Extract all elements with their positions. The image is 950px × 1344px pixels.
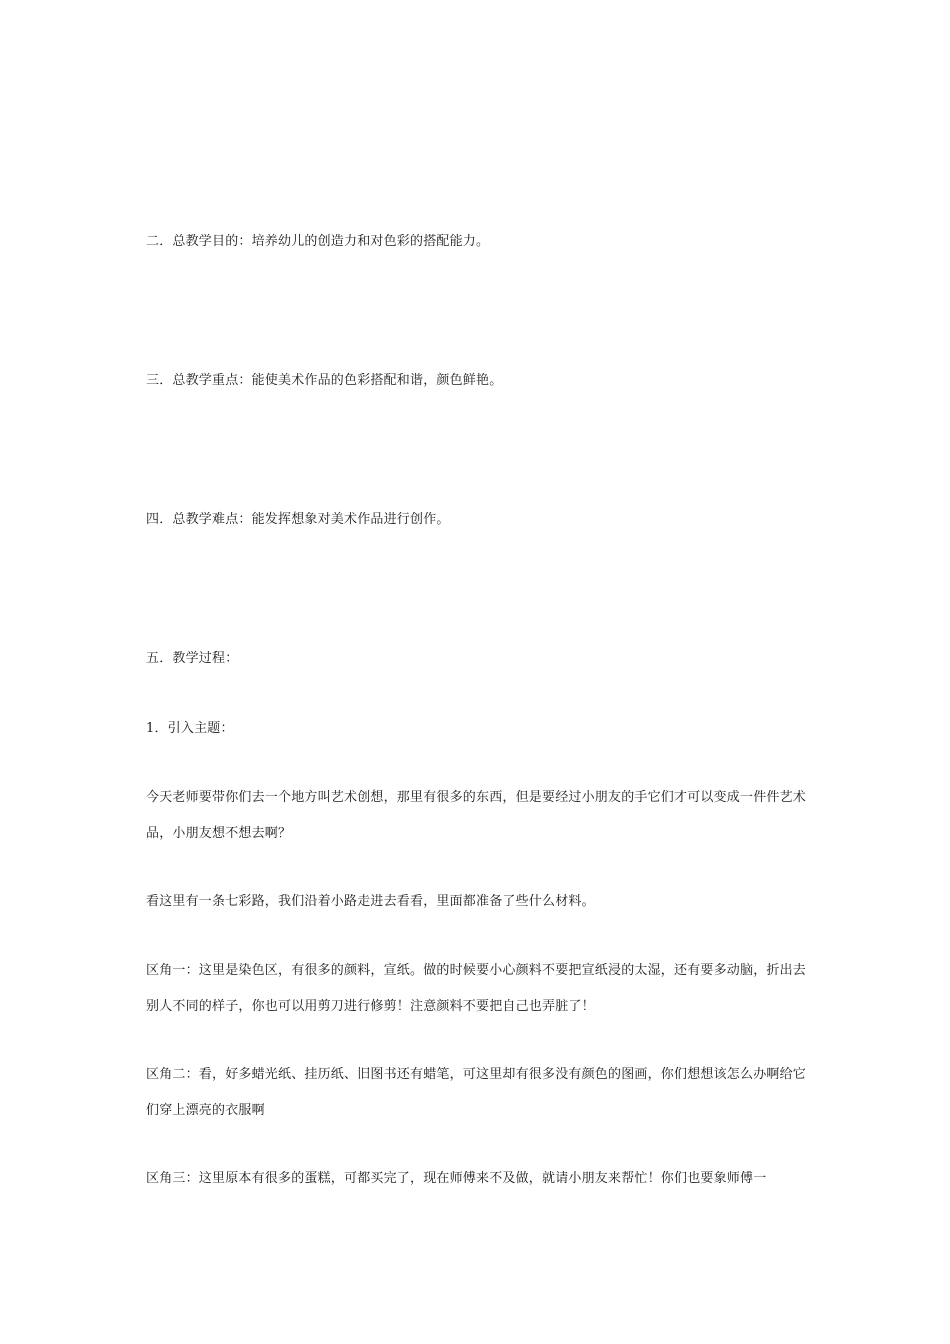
paragraph-teaching-goal: 二．总教学目的：培养幼儿的创造力和对色彩的搭配能力。 xyxy=(146,234,490,249)
paragraph-teacher-intro: 今天老师要带你们去一个地方叫艺术创想，那里有很多的东西，但是要经过小朋友的手它们才可以变成一件件艺术品，小朋友想不想去啊？ xyxy=(146,790,807,841)
paragraph-rainbow-road: 看这里有一条七彩路，我们沿着小路走进去看看，里面都准备了些什么材料。 xyxy=(146,894,595,909)
paragraph-corner-two: 区角二：看，好多蜡光纸、挂历纸、旧图书还有蜡笔，可这里却有很多没有颜色的图画，你们想想该怎么办啊给它们穿上漂亮的衣服啊 xyxy=(146,1067,807,1118)
paragraph-corner-one: 区角一：这里是染色区，有很多的颜料，宣纸。做的时候要小心颜料不要把宣纸浸的太湿，还有要多动脑，折出去别人不同的样子，你也可以用剪刀进行修剪！注意颜料不要把自己也弄脏了！ xyxy=(146,963,807,1014)
paragraph-corner-three: 区角三：这里原本有很多的蛋糕，可都买完了，现在师傅来不及做，就请小朋友来帮忙！你们也要象师傅一 xyxy=(146,1171,767,1186)
paragraph-introduce-theme: 1．引入主题： xyxy=(146,721,234,736)
paragraph-teaching-focus: 三．总教学重点：能使美术作品的色彩搭配和谐，颜色鲜艳。 xyxy=(146,373,503,388)
paragraph-teaching-difficulty: 四．总教学难点：能发挥想象对美术作品进行创作。 xyxy=(146,512,450,527)
paragraph-teaching-process: 五．教学过程： xyxy=(146,651,239,666)
